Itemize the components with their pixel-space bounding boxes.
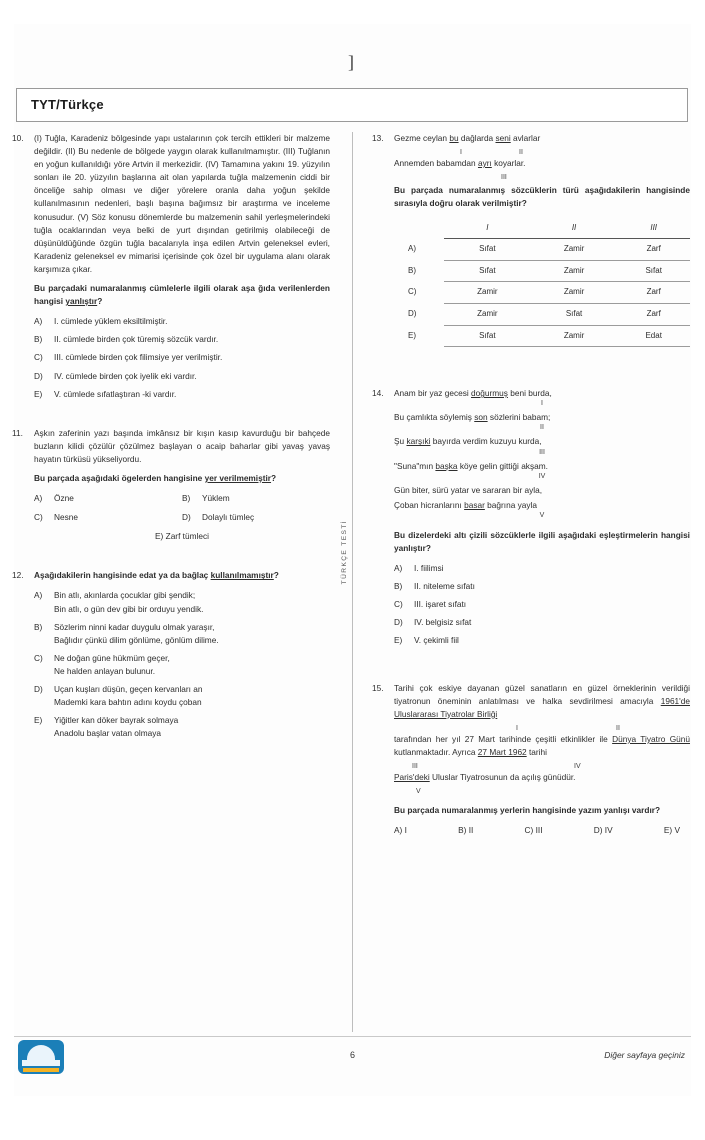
question-13	[372, 132, 690, 347]
q13-row-c-label: C)	[408, 287, 417, 297]
q14-mark-2: II	[540, 424, 544, 432]
q13-line1-b: dağlarda	[458, 133, 496, 143]
q12-option-a-label: A)	[34, 590, 43, 601]
question-12-stem	[34, 569, 330, 582]
q13-th-blank	[400, 218, 444, 238]
question-13-number: 13.	[372, 133, 384, 143]
q11-option-a-text: Özne	[54, 493, 74, 504]
q15-mark-2: II	[616, 724, 620, 732]
page-title: TYT/Türkçe	[31, 97, 104, 112]
q15-option-b[interactable]: B) II	[458, 825, 474, 836]
table-row[interactable]	[400, 239, 690, 261]
q13-row-d-c2: Sıfat	[531, 303, 618, 325]
q11-option-e[interactable]	[34, 530, 330, 543]
q14-option-e-text: V. çekimli fiil	[414, 635, 459, 646]
q15-mark-4: IV	[574, 763, 581, 771]
q11-option-d-label: D)	[182, 512, 191, 523]
q14-line4-b: köye gelin gittiği akşam.	[457, 460, 548, 471]
q12-option-c[interactable]	[34, 652, 330, 678]
vertical-test-label: TÜRKÇE TESTİ	[341, 520, 348, 585]
q12-option-d-label: D)	[34, 684, 43, 694]
q13-line2-a: Annemden babamdan	[394, 158, 478, 169]
q14-line5-a: Gün biter, sürü yatar ve sararan bir ayla,	[394, 484, 543, 495]
q13-marks-row-1	[394, 147, 690, 157]
q10-option-e[interactable]	[34, 388, 330, 401]
q12-option-b-line2: Bağlıdır çünkü dilim gönlüme, gönlüm dilime.	[54, 634, 219, 645]
q15-underline-4: 27 Mart 1962	[477, 746, 527, 757]
q11-option-e-label: E)	[155, 531, 164, 542]
q13-row-b-c3: Sıfat	[617, 260, 690, 282]
q14-option-b-label: B)	[394, 581, 403, 592]
next-page-note: Diğer sayfaya geçiniz	[604, 1050, 685, 1060]
q13-line2-b: koyarlar.	[491, 158, 526, 169]
page-number: 6	[349, 1050, 356, 1060]
q12-option-b-label: B)	[34, 621, 43, 632]
question-13-stem: Bu parçada numaralanmış sözcüklerin türü aşağıdakilerin hangisinde sırasıyla doğru olarak verilmiştir?	[394, 185, 690, 209]
q12-option-a-line1: Bin atlı, akınlarda çocuklar gibi şendik;	[54, 590, 196, 601]
q10-stem-part3: ?	[97, 296, 103, 307]
q14-option-a[interactable]	[394, 562, 690, 575]
q15-marks-row-1	[394, 723, 690, 733]
q14-line6-a: Çoban hicranlarını	[394, 499, 465, 510]
q13-th-3: III	[617, 218, 690, 238]
q11-option-c-text: Nesne	[54, 512, 78, 523]
q10-stem-part2: ğıda verilenlerden hangisi	[34, 283, 330, 307]
logo-dome-shape	[27, 1045, 55, 1061]
q12-option-c-label: C)	[34, 652, 43, 663]
q14-line3-a: Şu	[394, 436, 407, 447]
q14-mark-3: III	[539, 448, 545, 456]
top-mark: ]	[348, 52, 354, 72]
question-15-paragraph-3	[394, 771, 690, 784]
question-10-number: 10.	[12, 133, 24, 143]
q14-line-5	[394, 484, 690, 497]
q11-option-e-text: Zarf tümleci	[165, 531, 209, 542]
q12-option-b-line1: Sözlerim ninni kadar duygulu olmak yaraşır,	[54, 621, 215, 632]
q13-row-e-c2: Zamir	[531, 325, 618, 347]
q14-line6-u: basar	[464, 499, 485, 510]
q10-option-a-text: I. cümlede yüklem eksiltilmiştir.	[54, 316, 168, 327]
q15-text-c: tarafından her yıl 27 Mart tarihinde çeşitli etkinlikler ile	[394, 733, 613, 744]
q14-mark-1: I	[541, 400, 543, 408]
q15-option-a[interactable]: A) I	[394, 825, 407, 836]
q10-option-b-label: B)	[34, 334, 43, 345]
q14-option-a-label: A)	[394, 563, 403, 574]
q15-underline-2: Uluslararası Tiyatrolar Birliği	[394, 708, 498, 719]
q13-row-a-label: A)	[408, 244, 416, 253]
q15-option-e[interactable]: E) V	[663, 825, 680, 836]
q12-option-e-line1: Yiğitler kan döker bayrak solmaya	[54, 715, 179, 726]
q14-option-d-label: D)	[394, 617, 403, 628]
q13-line1-u1: bu	[449, 133, 459, 143]
q14-option-c[interactable]	[394, 598, 690, 611]
q11-stem-underlined: yer verilmemiştir	[204, 472, 272, 483]
q14-mark-5: V	[539, 511, 545, 519]
q13-row-c-c1: Zamir	[444, 282, 531, 304]
right-column	[372, 132, 690, 850]
q13-options-table	[400, 218, 690, 347]
question-14-number: 14.	[372, 388, 384, 399]
q13-row-a-c1: Sıfat	[444, 239, 531, 261]
q10-option-b[interactable]	[34, 333, 330, 346]
q14-option-a-text: I. fiilimsi	[414, 563, 444, 574]
q11-option-row-1	[34, 492, 330, 505]
q14-option-c-label: C)	[394, 599, 403, 610]
footer-divider	[14, 1036, 691, 1037]
table-row[interactable]	[400, 282, 690, 304]
q10-option-d-label: D)	[34, 370, 43, 381]
q14-option-d[interactable]	[394, 616, 690, 629]
publisher-logo-icon	[18, 1040, 64, 1074]
q14-mark-4: IV	[538, 472, 546, 480]
q14-line1-b: beni burda,	[507, 388, 552, 399]
q14-line6-b: bağrına yayla	[484, 499, 537, 510]
question-11-number: 11.	[12, 427, 23, 438]
q11-option-d-text: Dolaylı tümleç	[202, 512, 255, 523]
q13-row-c-c2: Zamir	[531, 282, 618, 304]
q11-option-a[interactable]	[34, 492, 182, 505]
q12-option-d-line1: Uçan kuşları düşün, geçen kervanları an	[54, 684, 203, 694]
q14-option-e-label: E)	[394, 635, 403, 646]
q10-option-b-text: II. cümlede birden çok türemiş sözcük vardır.	[54, 334, 219, 345]
question-14	[372, 387, 690, 647]
q13-row-e-c3: Edat	[617, 325, 690, 347]
q10-option-a-label: A)	[34, 316, 43, 327]
q15-mark-1: I	[516, 724, 518, 732]
q13-row-e-c1: Sıfat	[444, 325, 531, 347]
q13-marks-row-2	[394, 172, 690, 184]
q15-text-a: Tarihi çok eskiye dayanan güzel sanatların en güzel örneklerinin verildiği tiyatronun öneminin anlatılması ve halka sevdirilmesi amacıyla	[394, 682, 690, 706]
q11-option-row-2	[34, 511, 330, 524]
q13-row-d-c3: Zarf	[617, 303, 690, 325]
q13-row-c-c3: Zarf	[617, 282, 690, 304]
q13-line1-u2: seni	[495, 133, 511, 143]
question-12	[12, 569, 330, 740]
q12-option-e[interactable]	[34, 714, 330, 740]
q12-option-e-line2: Anadolu başlar vatan olmaya	[54, 728, 162, 739]
q15-option-d[interactable]: D) IV	[593, 825, 613, 836]
q14-line-6	[394, 499, 690, 521]
q12-stem-part3: ?	[273, 570, 279, 581]
q14-option-d-text: IV. belgisiz sıfat	[414, 617, 472, 628]
q11-option-b-text: Yüklem	[202, 493, 230, 504]
q12-option-e-label: E)	[34, 715, 43, 726]
q13-line-1	[394, 132, 690, 145]
q10-option-e-label: E)	[34, 388, 43, 399]
q11-option-b[interactable]	[182, 492, 330, 505]
question-15-stem: Bu parçada numaralanmış yerlerin hangisinde yazım yanlışı vardır?	[394, 805, 661, 816]
q15-marks-row-3	[394, 786, 690, 796]
q14-line2-u: son	[474, 412, 488, 423]
question-11-paragraph: Aşkın zaferinin yazı başında imkânsız bir kışın kasıp kavurduğu bir bahçede buzların kilidi çözülür çözülmez başlayan o acaip baharlar gibi yavaş yavaş hayatın türküsü yükseliyordu.	[34, 427, 330, 464]
q13-row-d-c1: Zamir	[444, 303, 531, 325]
question-14-options	[394, 562, 690, 647]
q10-stem-underlined: yanlıştır	[65, 296, 98, 307]
q14-line4-a: "Suna"mın	[394, 460, 436, 471]
q14-line-4	[394, 460, 690, 482]
q11-stem-part1: Bu parçada aşağıdaki ögelerden hangisine	[34, 472, 205, 483]
q13-line2-u: ayrı	[477, 158, 492, 169]
q13-th-2: II	[531, 218, 618, 238]
q11-stem-part3: ?	[271, 472, 277, 483]
question-15-number: 15.	[372, 682, 384, 693]
q14-line3-u: karşıki	[406, 436, 431, 447]
question-10-stem	[34, 282, 330, 308]
q10-option-e-text: V. cümlede sıfatlaştıran -ki vardır.	[54, 388, 177, 399]
q10-option-d[interactable]	[34, 370, 330, 383]
question-15-paragraph	[394, 682, 690, 721]
question-12-number: 12.	[12, 570, 24, 581]
q12-option-a[interactable]	[34, 589, 330, 615]
q14-line3-b: bayırda verdim kuzuyu kurda,	[430, 436, 542, 447]
q15-text-e: tarihi	[526, 746, 547, 757]
q12-stem-part1: Aşağıdakilerin hangisinde edat ya da bağlaç	[34, 570, 211, 581]
q15-text-d: kutlanmaktadır. Ayrıca	[394, 746, 478, 757]
q14-line4-u: başka	[435, 460, 458, 471]
q11-option-c-label: C)	[34, 512, 43, 523]
q14-line-1	[394, 387, 690, 409]
q13-row-b-c1: Sıfat	[444, 260, 531, 282]
q13-line1-c: avlarlar	[510, 133, 541, 143]
q12-option-b[interactable]	[34, 621, 330, 647]
question-15	[372, 682, 690, 838]
q12-option-d[interactable]	[34, 683, 330, 709]
q12-option-a-line2: Bin atlı, o gün dev gibi bir orduyu yendik.	[54, 603, 204, 614]
q13-th-1: I	[444, 218, 531, 238]
q15-underline-5: Paris'deki	[394, 772, 430, 783]
question-15-options	[394, 824, 690, 837]
q13-row-a-c2: Zamir	[531, 239, 618, 261]
page-footer	[14, 1036, 691, 1080]
q15-underline-3: Dünya Tiyatro Günü	[612, 733, 690, 744]
q13-row-b-label: B)	[408, 265, 416, 275]
q14-option-c-text: III. işaret sıfatı	[414, 599, 467, 610]
q14-line2-a: Bu çamlıkta söylemiş	[394, 412, 475, 423]
q14-line2-b: sözlerini babam;	[487, 412, 551, 423]
question-10-paragraph: (I) Tuğla, Karadeniz bölgesinde yapı ustalarının çok tercih ettikleri bir malzeme değildir. (II) Bu nedenle de bölgede yaygın olarak kullanılmamıştır. (III) Tuğlanın en yoğun kullanıldığı yöre Artvin il merkezidir. (IV) Tamamına yakını 19. yüzyılın sonları ile 20. yüzyılın başlarına ait olan yapılarda tuğla malzemenin ciddi bir önceliğe sahip olması ve diğer yörelere oranla daha yoğun şekilde kullanılmasının nedenleri, başlı başına bağımsız bir araştırma ve inceleme konusudur. (V) Söz konusu dönemlerde bu malzemenin sahil yerleşmelerindeki tuğla ocaklarından veya belki de yurt dışından getirilmiş olabileceği de düşünüldüğünde özgün tuğla bacalarıyla inşa edilen Artvin geleneksel evleri, Karadeniz geleneksel ev mimarisi içerisinde çok özel bir uygulama alanı olarak karşımıza çıkar.	[34, 133, 330, 274]
q14-line1-a: Anam bir yaz gecesi	[394, 388, 472, 399]
q15-underline-1: 1961'de	[660, 695, 690, 706]
question-11	[12, 427, 330, 544]
q11-option-b-label: B)	[182, 493, 191, 504]
q14-line-3	[394, 435, 690, 457]
q13-row-d-label: D)	[408, 308, 417, 318]
q14-line-2	[394, 411, 690, 433]
q10-option-d-text: IV. cümlede birden çok iyelik eki vardır.	[54, 370, 197, 381]
table-row[interactable]	[400, 303, 690, 325]
q15-mark-5: V	[416, 788, 421, 796]
q10-option-c-text: III. cümlede birden çok filimsiye yer verilmiştir.	[54, 352, 223, 363]
table-row[interactable]	[400, 260, 690, 282]
question-10-options	[34, 315, 330, 400]
question-15-paragraph-2	[394, 733, 690, 759]
q15-marks-row-2	[394, 761, 690, 771]
q14-line1-u: doğurmuş	[471, 388, 508, 399]
q12-option-d-line2: Mademki kara bahtın adını koydu çoban	[54, 697, 202, 708]
q15-text-f: Uluslar Tiyatrosunun da açılış günüdür.	[429, 772, 576, 783]
q15-option-c[interactable]: C) III	[524, 825, 543, 836]
q11-option-c[interactable]	[34, 511, 182, 524]
q13-line1-a: Gezme ceylan	[394, 133, 450, 143]
question-10	[12, 132, 330, 401]
table-row[interactable]	[400, 325, 690, 347]
q12-option-c-line1: Ne doğan güne hükmüm geçer,	[54, 652, 170, 663]
q12-stem-underlined: kullanılmamıştır	[210, 570, 274, 581]
q13-row-b-c2: Zamir	[531, 260, 618, 282]
left-column	[12, 132, 330, 753]
q13-mark-3: III	[501, 174, 507, 182]
test-title-box	[16, 88, 688, 122]
q11-option-d[interactable]	[182, 511, 330, 524]
q13-mark-2: II	[519, 149, 523, 157]
q10-option-a[interactable]	[34, 315, 330, 328]
q10-stem-part1: Bu parçadaki numaralanmış cümlelerle ilgili olarak aşa	[34, 283, 255, 294]
q14-option-b-text: II. niteleme sıfatı	[414, 581, 475, 592]
question-11-options	[34, 492, 330, 543]
q13-row-a-c3: Zarf	[617, 239, 690, 261]
question-11-stem	[34, 472, 330, 485]
logo-cap-shape	[23, 1068, 59, 1072]
question-12-options	[34, 589, 330, 740]
q15-mark-3: III	[412, 763, 418, 771]
q11-option-a-label: A)	[34, 493, 43, 504]
q10-option-c-label: C)	[34, 352, 43, 363]
q12-option-c-line2: Ne halden anlayan bulunur.	[54, 665, 156, 676]
q13-line-2	[394, 157, 690, 170]
q10-option-c[interactable]	[34, 351, 330, 364]
question-14-stem: Bu dizelerdeki altı çizili sözcüklerle ilgili aşağıdaki eşleştirmelerin hangisi yanlıştır?	[394, 529, 690, 554]
q13-row-e-label: E)	[408, 330, 416, 340]
q13-mark-1: I	[460, 149, 462, 157]
q14-option-e[interactable]	[394, 634, 690, 647]
q14-option-b[interactable]	[394, 580, 690, 593]
logo-bar-shape	[22, 1060, 60, 1066]
